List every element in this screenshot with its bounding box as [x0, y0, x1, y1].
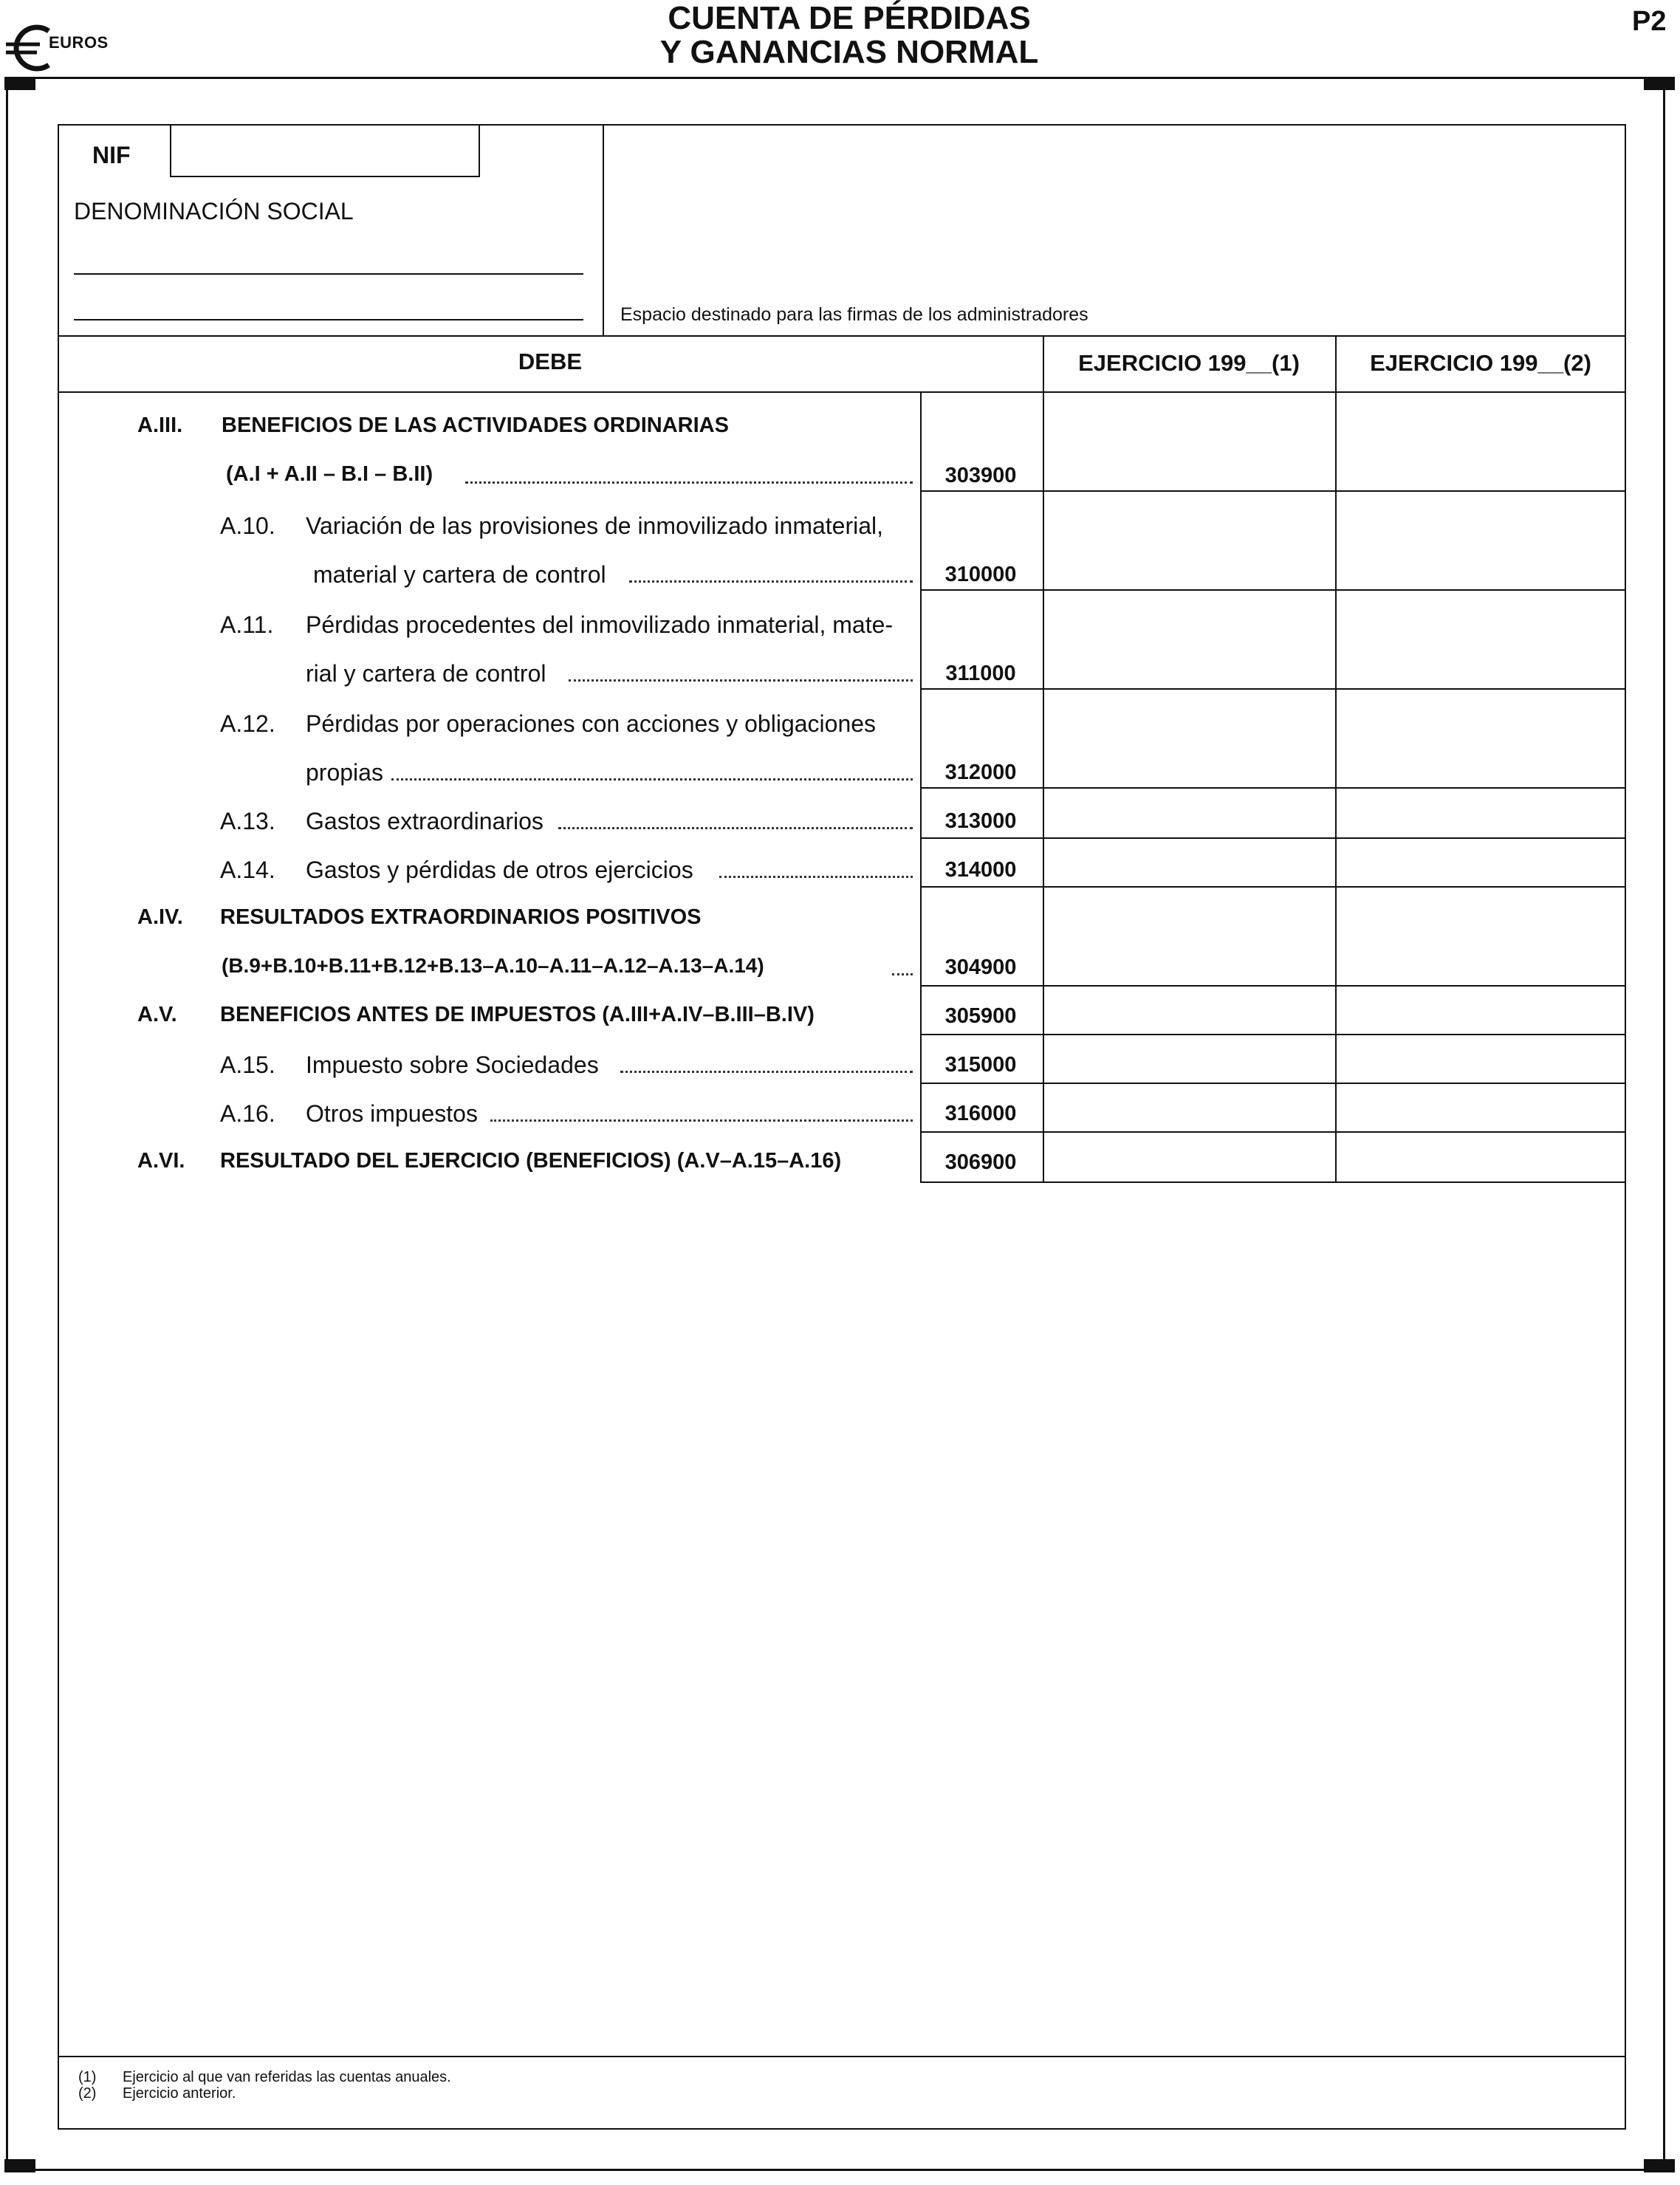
currency-label: EUROS — [49, 33, 109, 52]
corner-marker — [4, 77, 35, 90]
footnote-divider — [58, 2056, 1626, 2057]
account-code: 305900 — [944, 1004, 1017, 1028]
page-code: P2 — [1632, 6, 1667, 37]
row-label: BENEFICIOS DE LAS ACTIVIDADES ORDINARIAS — [222, 414, 729, 437]
ejercicio-1-header: EJERCICIO 199__(1) — [1078, 350, 1300, 376]
account-code: 310000 — [944, 563, 1017, 586]
row-ref: A.16. — [220, 1100, 275, 1127]
leader-dots — [490, 1119, 913, 1122]
leader-dots — [719, 876, 913, 878]
row-label: Pérdidas procedentes del inmovilizado inmaterial, mate- — [306, 611, 894, 638]
leader-dots — [558, 827, 913, 829]
account-code: 315000 — [944, 1053, 1017, 1077]
row-ref: A.12. — [220, 710, 275, 737]
corner-marker — [1644, 77, 1675, 90]
row-ref: A.V. — [137, 1003, 177, 1026]
table-header-top — [58, 335, 1626, 337]
row-ref: A.14. — [220, 857, 275, 883]
row-ref: A.11. — [220, 611, 274, 638]
leader-dots — [629, 580, 913, 583]
row-label: Otros impuestos — [306, 1100, 478, 1127]
row-label-cont: (B.9+B.10+B.11+B.12+B.13–A.10–A.11–A.12–A.13–A.14) — [222, 954, 764, 977]
denominacion-line-2[interactable] — [74, 319, 583, 320]
row-ref: A.IV. — [137, 905, 183, 929]
row-ref: A.15. — [220, 1052, 275, 1078]
nif-label: NIF — [92, 142, 131, 168]
account-code: 306900 — [944, 1150, 1017, 1174]
row-label-cont: rial y cartera de control — [306, 660, 546, 687]
footnote-text: Ejercicio anterior. — [123, 2085, 236, 2102]
account-code: 311000 — [945, 662, 1016, 685]
row-label: Gastos extraordinarios — [306, 808, 544, 834]
row-label: Variación de las provisiones de inmovilizado inmaterial, — [306, 512, 884, 539]
account-code: 316000 — [944, 1102, 1017, 1125]
denominacion-label: DENOMINACIÓN SOCIAL — [74, 198, 354, 224]
title-line-1: CUENTA DE PÉRDIDAS — [668, 0, 1031, 36]
account-code: 304900 — [944, 956, 1017, 979]
debe-header: DEBE — [518, 349, 583, 374]
row-label: RESULTADOS EXTRAORDINARIOS POSITIVOS — [220, 905, 702, 929]
row-ref: A.VI. — [137, 1149, 185, 1173]
signature-area-note: Espacio destinado para las firmas de los administradores — [620, 304, 1088, 325]
nif-field[interactable] — [170, 124, 480, 177]
ejercicio-2-header: EJERCICIO 199__(2) — [1370, 350, 1591, 376]
row-label: BENEFICIOS ANTES DE IMPUESTOS (A.III+A.IV–B.III–B.IV) — [220, 1003, 815, 1026]
row-label: RESULTADO DEL EJERCICIO (BENEFICIOS) (A.V–A.15–A.16) — [220, 1149, 842, 1173]
row-label-cont: material y cartera de control — [313, 561, 606, 588]
corner-marker — [1644, 2159, 1675, 2172]
footnote-number: (2) — [78, 2085, 97, 2102]
row-separator — [920, 1181, 1626, 1183]
row-label: Impuesto sobre Sociedades — [306, 1052, 599, 1078]
identification-divider — [603, 124, 604, 335]
leader-dots — [465, 481, 913, 484]
page-title — [517, 1, 1182, 69]
row-label-cont: (A.I + A.II – B.I – B.II) — [226, 462, 433, 486]
leader-dots — [620, 1071, 913, 1073]
leader-dots — [391, 778, 913, 781]
ejercicio-1-input-column[interactable] — [1044, 393, 1334, 1180]
leader-dots — [569, 679, 913, 682]
title-line-2: Y GANANCIAS NORMAL — [659, 34, 1039, 70]
account-code: 313000 — [944, 809, 1017, 833]
corner-marker — [4, 2159, 35, 2172]
account-code: 303900 — [944, 464, 1017, 487]
account-code: 312000 — [944, 761, 1017, 784]
account-code: 314000 — [944, 858, 1017, 882]
row-ref: A.10. — [220, 512, 275, 539]
row-label-cont: propias — [306, 759, 383, 786]
ejercicio-2-input-column[interactable] — [1337, 393, 1625, 1180]
denominacion-line-1[interactable] — [74, 273, 583, 275]
footnote-number: (1) — [78, 2069, 97, 2085]
footnote-text: Ejercicio al que van referidas las cuentas anuales. — [123, 2069, 451, 2085]
row-label: Pérdidas por operaciones con acciones y obligaciones — [306, 710, 877, 737]
row-ref: A.III. — [137, 414, 183, 437]
row-label: Gastos y pérdidas de otros ejercicios — [306, 857, 693, 883]
row-ref: A.13. — [220, 808, 275, 834]
leader-dots — [892, 973, 913, 975]
